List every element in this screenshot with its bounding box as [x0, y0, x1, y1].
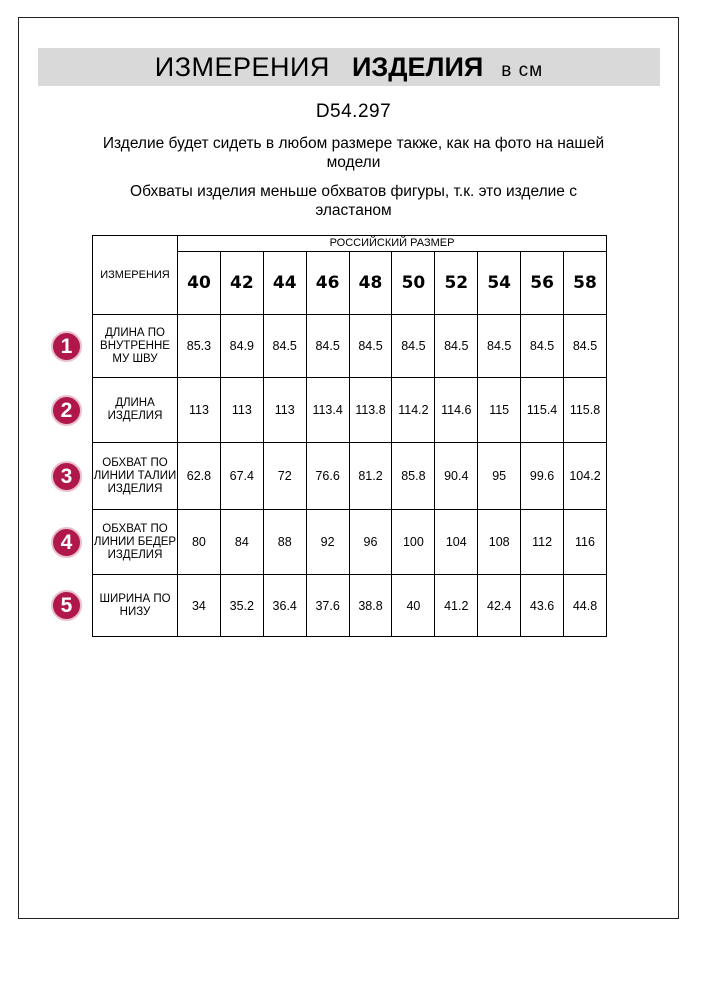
table-row: [93, 315, 607, 378]
table-cell: 41.2: [435, 575, 478, 637]
size-header-cell: 54: [478, 252, 521, 315]
table-cell: 84.5: [435, 315, 478, 378]
table-cell: 112: [521, 510, 564, 575]
title-bar: [38, 48, 660, 86]
table-cell: 95: [478, 443, 521, 510]
table-cell: 90.4: [435, 443, 478, 510]
size-header-cell: 48: [349, 252, 392, 315]
table-row: [93, 510, 607, 575]
table-cell: 37.6: [306, 575, 349, 637]
row-number-badge: 1: [51, 331, 82, 362]
table-cell: 85.3: [178, 315, 221, 378]
table-cell: 96: [349, 510, 392, 575]
table-cell: 84.9: [220, 315, 263, 378]
table-cell: 104.2: [564, 443, 607, 510]
title-unit: в см: [501, 60, 544, 81]
table-cell: 84: [220, 510, 263, 575]
table-cell: 84.5: [392, 315, 435, 378]
table-cell: 44.8: [564, 575, 607, 637]
table-cell: 113: [178, 378, 221, 443]
table-row: [93, 443, 607, 510]
russian-size-header: РОССИЙСКИЙ РАЗМЕР: [178, 236, 607, 252]
size-header-cell: 44: [263, 252, 306, 315]
product-code: D54.297: [315, 101, 392, 122]
size-header-cell: 46: [306, 252, 349, 315]
elastane-note: Обхваты изделия меньше обхватов фигуры, т.к. это изделие с эластаном: [130, 183, 577, 219]
size-header-cell: 58: [564, 252, 607, 315]
table-cell: 42.4: [478, 575, 521, 637]
row-label: ДЛИНА ПО ВНУТРЕННЕ МУ ШВУ: [93, 315, 178, 378]
table-cell: 62.8: [178, 443, 221, 510]
table-cell: 115.8: [564, 378, 607, 443]
row-label: ОБХВАТ ПО ЛИНИИ ТАЛИИ ИЗДЕЛИЯ: [93, 443, 178, 510]
table-cell: 34: [178, 575, 221, 637]
table-cell: 104: [435, 510, 478, 575]
row-label: ДЛИНА ИЗДЕЛИЯ: [93, 378, 178, 443]
fit-note: Изделие будет сидеть в любом размере также, как на фото на нашей модели: [102, 135, 605, 171]
row-label: ОБХВАТ ПО ЛИНИИ БЕДЕР ИЗДЕЛИЯ: [93, 510, 178, 575]
size-header-cell: 50: [392, 252, 435, 315]
table-cell: 115: [478, 378, 521, 443]
table-cell: 84.5: [349, 315, 392, 378]
table-cell: 36.4: [263, 575, 306, 637]
table-cell: 76.6: [306, 443, 349, 510]
table-cell: 113.4: [306, 378, 349, 443]
table-cell: 43.6: [521, 575, 564, 637]
table-cell: 88: [263, 510, 306, 575]
table-cell: 72: [263, 443, 306, 510]
table-cell: 40: [392, 575, 435, 637]
size-header-cell: 56: [521, 252, 564, 315]
table-cell: 84.5: [564, 315, 607, 378]
table-cell: 85.8: [392, 443, 435, 510]
table-row: [93, 378, 607, 443]
table-cell: 67.4: [220, 443, 263, 510]
table-cell: 38.8: [349, 575, 392, 637]
table-cell: 114.6: [435, 378, 478, 443]
table-cell: 92: [306, 510, 349, 575]
table-cell: 99.6: [521, 443, 564, 510]
table-cell: 80: [178, 510, 221, 575]
table-cell: 113: [263, 378, 306, 443]
size-header-cell: 42: [220, 252, 263, 315]
size-header-cell: 40: [178, 252, 221, 315]
table-cell: 84.5: [306, 315, 349, 378]
table-cell: 35.2: [220, 575, 263, 637]
table-cell: 113.8: [349, 378, 392, 443]
table-row: [93, 575, 607, 637]
title-bold: ИЗДЕЛИЯ: [351, 52, 484, 82]
table-cell: 81.2: [349, 443, 392, 510]
table-cell: 84.5: [263, 315, 306, 378]
row-number-badge: 2: [51, 395, 82, 426]
table-cell: 100: [392, 510, 435, 575]
table-cell: 114.2: [392, 378, 435, 443]
table-cell: 108: [478, 510, 521, 575]
row-number-badge: 5: [51, 590, 82, 621]
row-number-badge: 3: [51, 461, 82, 492]
table-cell: 115.4: [521, 378, 564, 443]
row-label: ШИРИНА ПО НИЗУ: [93, 575, 178, 637]
size-table: [92, 235, 607, 637]
row-number-badge: 4: [51, 527, 82, 558]
title-main: ИЗМЕРЕНИЯ: [154, 52, 330, 82]
table-cell: 84.5: [521, 315, 564, 378]
table-cell: 84.5: [478, 315, 521, 378]
measurements-header: ИЗМЕРЕНИЯ: [93, 236, 178, 315]
size-header-cell: 52: [435, 252, 478, 315]
table-cell: 113: [220, 378, 263, 443]
table-cell: 116: [564, 510, 607, 575]
